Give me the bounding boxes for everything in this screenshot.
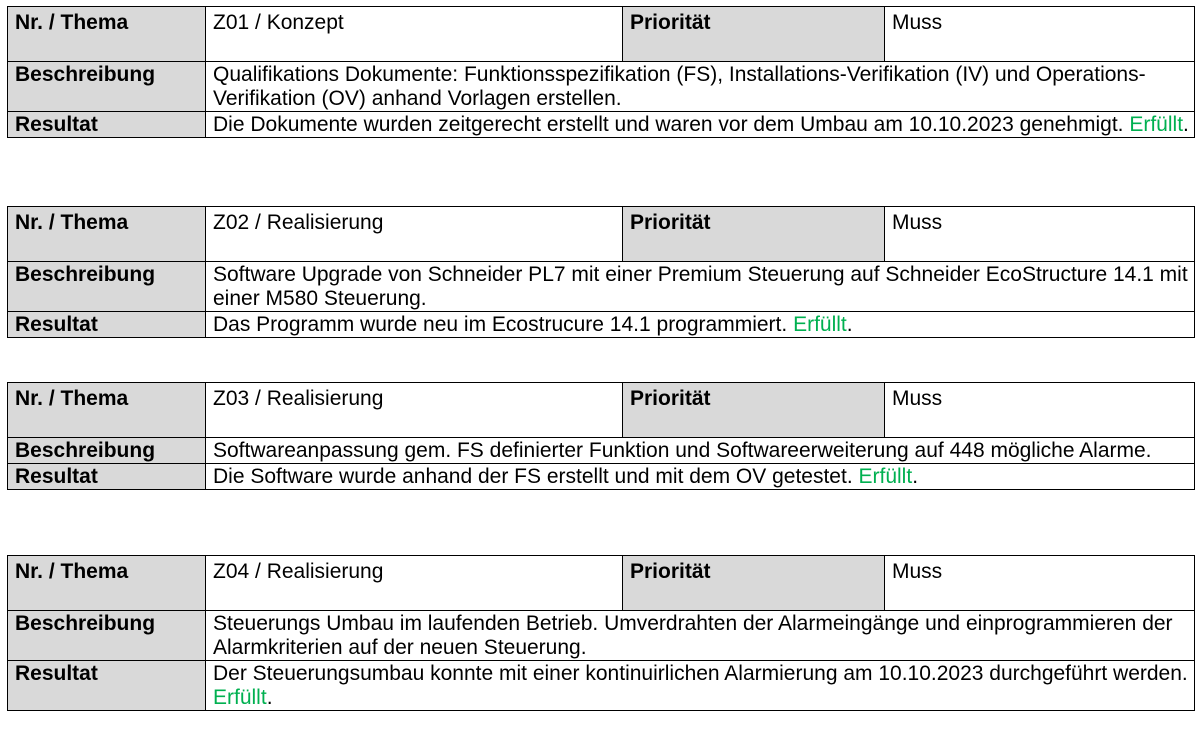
prioritaet-value: Muss [885, 383, 1195, 438]
resultat-suffix: . [846, 313, 853, 336]
resultat-value [206, 112, 1195, 138]
beschreibung-label: Beschreibung [8, 438, 206, 464]
nr-thema-value: Z04 / Realisierung [206, 556, 623, 611]
resultat-label: Resultat [8, 112, 206, 138]
beschreibung-label: Beschreibung [8, 611, 206, 661]
resultat-suffix: . [266, 686, 273, 709]
resultat-text: Der Steuerungsumbau konnte mit einer kontinuirlichen Alarmierung am 10.10.2023 durchgeführt werden. [213, 662, 1188, 685]
beschreibung-value: Steuerungs Umbau im laufenden Betrieb. Umverdrahten der Alarmeingänge und einprogrammieren der Alarmkriterien auf der neuen Steuerung. [206, 611, 1195, 661]
requirement-table-z04 [7, 555, 1194, 711]
nr-thema-label: Nr. / Thema [8, 7, 206, 62]
nr-thema-value: Z02 / Realisierung [206, 207, 623, 262]
resultat-label: Resultat [8, 312, 206, 338]
beschreibung-value: Softwareanpassung gem. FS definierter Funktion und Softwareerweiterung auf 448 mögliche Alarme. [206, 438, 1195, 464]
prioritaet-label: Priorität [623, 207, 885, 262]
resultat-value [206, 661, 1195, 711]
prioritaet-label: Priorität [623, 383, 885, 438]
status-erfuellt: Erfüllt [1129, 113, 1184, 136]
prioritaet-value: Muss [885, 207, 1195, 262]
beschreibung-label: Beschreibung [8, 262, 206, 312]
resultat-label: Resultat [8, 661, 206, 711]
status-erfuellt: Erfüllt [793, 313, 847, 336]
resultat-value [206, 312, 1195, 338]
status-erfuellt: Erfüllt [858, 465, 913, 488]
prioritaet-value: Muss [885, 7, 1195, 62]
nr-thema-value: Z01 / Konzept [206, 7, 623, 62]
requirement-table-z02 [7, 206, 1194, 338]
nr-thema-value: Z03 / Realisierung [206, 383, 623, 438]
resultat-suffix: . [1183, 113, 1189, 136]
beschreibung-value: Software Upgrade von Schneider PL7 mit einer Premium Steuerung auf Schneider EcoStructure 14.1 mit einer M580 Steuerung. [206, 262, 1195, 312]
prioritaet-label: Priorität [623, 556, 885, 611]
prioritaet-label: Priorität [623, 7, 885, 62]
resultat-text: Die Dokumente wurden zeitgerecht erstellt und waren vor dem Umbau am 10.10.2023 genehmigt. [213, 113, 1124, 136]
resultat-label: Resultat [8, 464, 206, 490]
beschreibung-value: Qualifikations Dokumente: Funktionsspezifikation (FS), Installations-Verifikation (IV) und Operations-Verifikation (OV) anhand Vorlagen erstellen. [206, 62, 1195, 112]
status-erfuellt: Erfüllt [213, 686, 267, 709]
resultat-text: Die Software wurde anhand der FS erstellt und mit dem OV getestet. [213, 465, 853, 488]
resultat-suffix: . [912, 465, 919, 488]
requirement-table-z01 [7, 6, 1194, 138]
prioritaet-value: Muss [885, 556, 1195, 611]
resultat-value [206, 464, 1195, 490]
nr-thema-label: Nr. / Thema [8, 556, 206, 611]
requirement-table-z03 [7, 382, 1194, 490]
beschreibung-label: Beschreibung [8, 62, 206, 112]
resultat-text: Das Programm wurde neu im Ecostrucure 14.1 programmiert. [213, 313, 788, 336]
nr-thema-label: Nr. / Thema [8, 383, 206, 438]
nr-thema-label: Nr. / Thema [8, 207, 206, 262]
